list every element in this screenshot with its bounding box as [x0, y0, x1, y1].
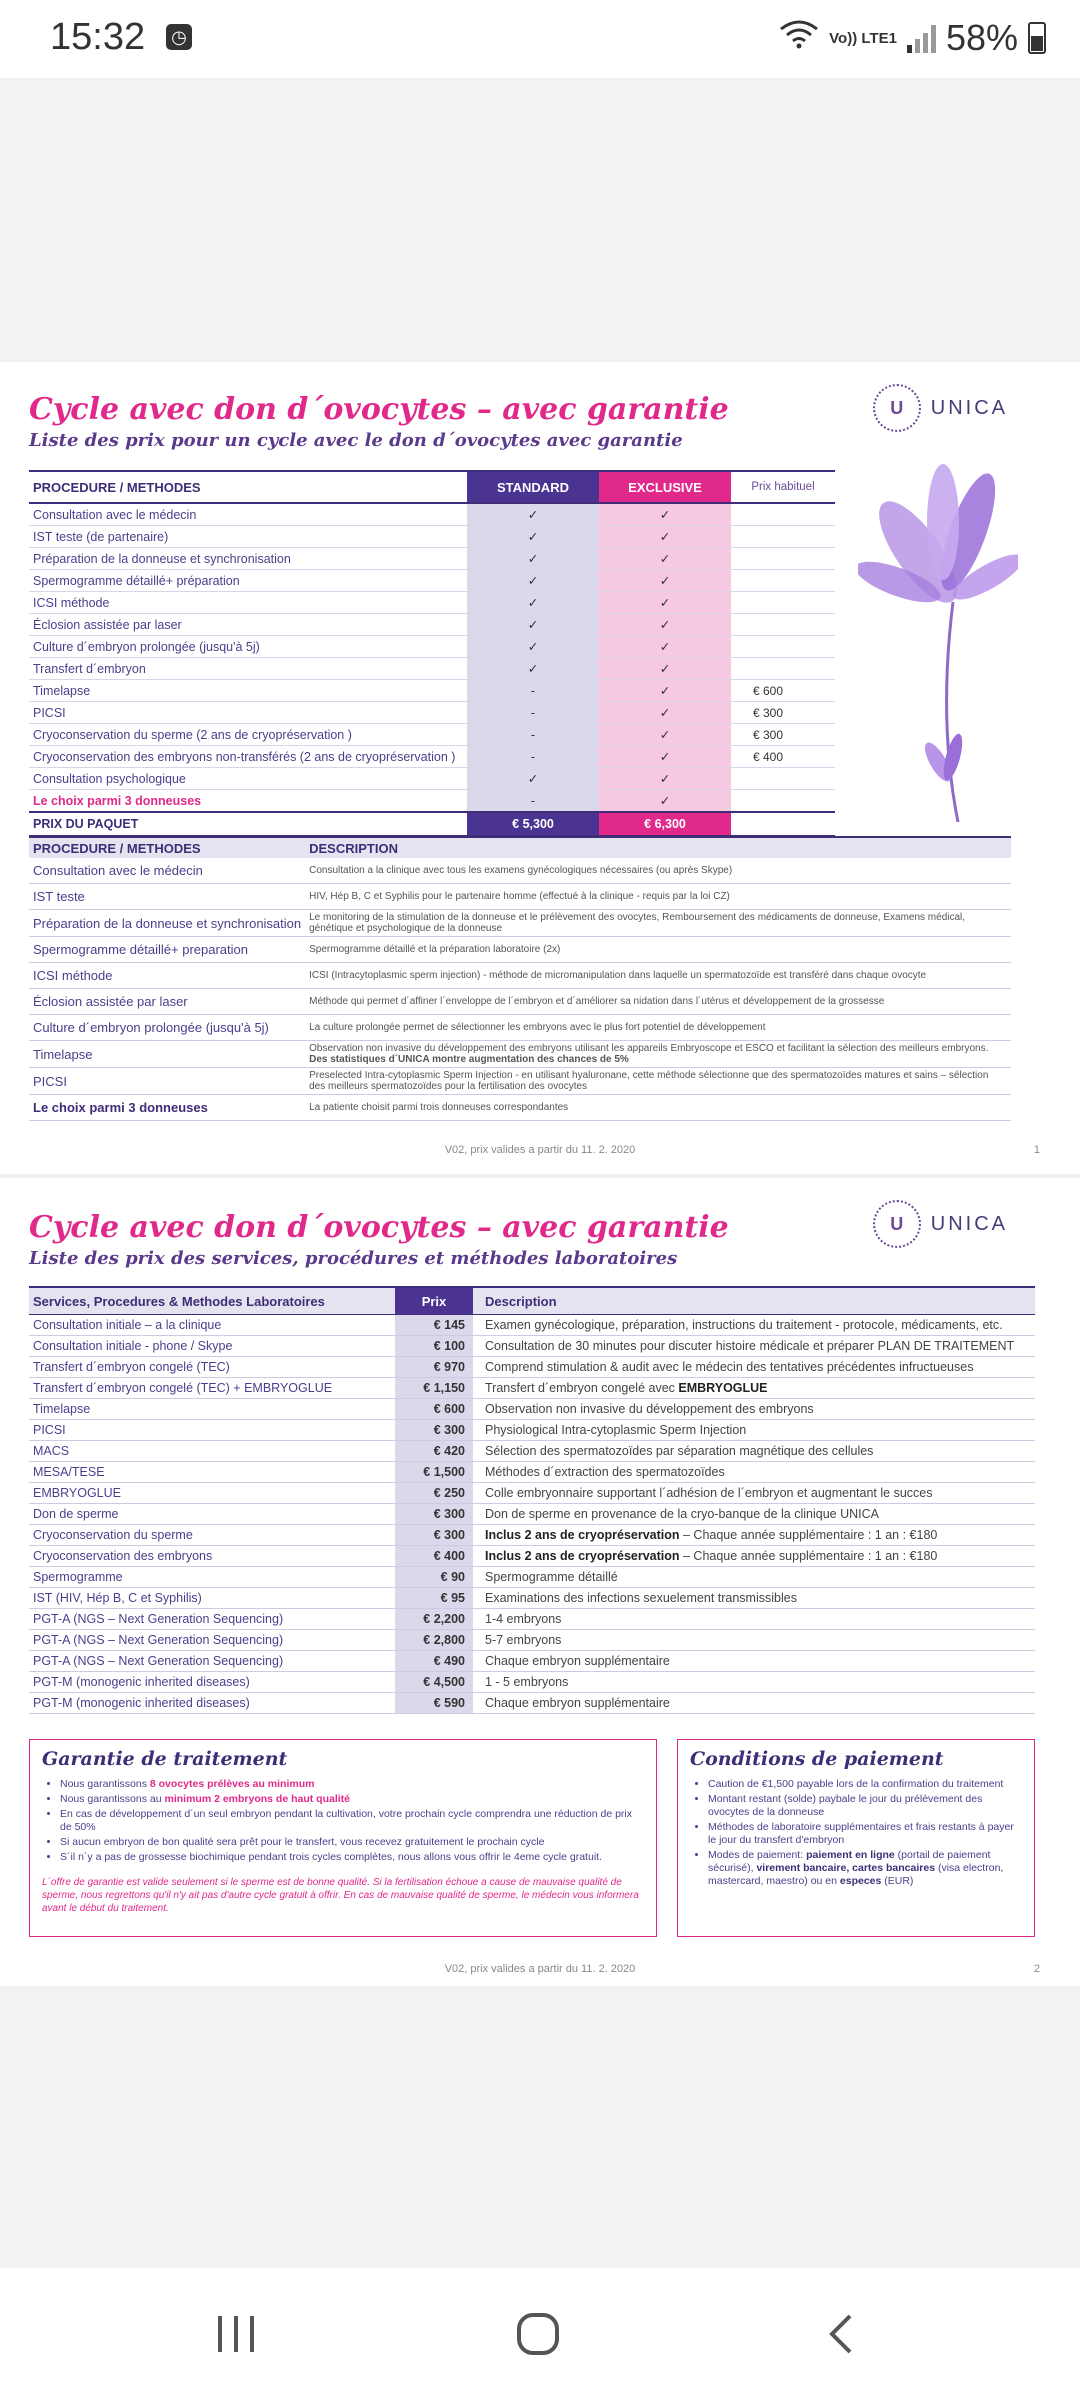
guarantee-item	[60, 1793, 644, 1806]
exclusive-cell: ✓	[599, 746, 731, 768]
table-row	[29, 1546, 1035, 1567]
table-row	[29, 1651, 1035, 1672]
description-highlight: EMBRYOGLUE	[678, 1381, 768, 1395]
standard-cell: -	[467, 746, 599, 768]
flower-illustration	[858, 462, 1018, 832]
document-page-1	[0, 362, 1080, 1174]
recent-apps-button[interactable]	[216, 2312, 256, 2367]
procedure-name: PICSI	[29, 702, 467, 724]
procedure-name: Spermogramme détaillé+ préparation	[29, 570, 467, 592]
service-description	[473, 1630, 1035, 1651]
table-row	[29, 1630, 1035, 1651]
procedure-name: Spermogramme détaillé+ preparation	[29, 937, 305, 963]
usual-price-cell	[731, 658, 835, 680]
procedure-name: Éclosion assistée par laser	[29, 989, 305, 1015]
standard-cell: ✓	[467, 768, 599, 790]
guarantee-note: L´offre de garantie est valide seulement si le sperme est de bonne qualité. Si la fertilisation échoue a cause de mauvaise qualité de sperme, nous regrettons qu'il n'y ait pas d'autre cycle gratuit à offrir. En cas de mauvaise qualité de sperme, le médecin vous informera avant le début du traitement.	[42, 1877, 639, 1914]
description-text: Observation non invasive du développement des embryons	[485, 1402, 814, 1416]
service-price: € 1,150	[395, 1378, 473, 1399]
description-highlight: Inclus 2 ans de cryopréservation	[485, 1528, 680, 1542]
page-title: Cycle avec don d´ovocytes – avec garantie	[29, 392, 729, 427]
table-row	[29, 702, 835, 724]
procedure-name: Cryoconservation des embryons non-transférés (2 ans de cryopréservation )	[29, 746, 467, 768]
procedure-description	[305, 884, 1011, 910]
standard-cell: ✓	[467, 658, 599, 680]
table-row	[29, 1567, 1035, 1588]
service-description	[473, 1567, 1035, 1588]
usual-price-cell	[731, 592, 835, 614]
table-row	[29, 1504, 1035, 1525]
description-text: – Chaque année supplémentaire : 1 an : €180	[679, 1549, 938, 1563]
procedure-name: Consultation avec le médecin	[29, 858, 305, 884]
exclusive-cell: ✓	[599, 526, 731, 548]
service-price: € 145	[395, 1315, 473, 1336]
table-row	[29, 680, 835, 702]
exclusive-cell: ✓	[599, 702, 731, 724]
service-description	[473, 1609, 1035, 1630]
procedure-description	[305, 937, 1011, 963]
col-header-procedure: PROCEDURE / METHODES	[29, 837, 305, 858]
payment-item	[708, 1778, 1022, 1791]
description-text: HIV, Hép B, C et Syphilis pour le partenaire homme (effectué à la clinique - requis par la loi CZ)	[309, 891, 730, 902]
guarantee-title: Garantie de traitement	[42, 1748, 288, 1770]
description-text: Consultation a la clinique avec tous les examens gynécologiques nécessaires (ou après Skype)	[309, 865, 733, 876]
exclusive-cell: ✓	[599, 658, 731, 680]
logo-text: UNICA	[930, 396, 1008, 419]
table-row	[29, 724, 835, 746]
description-text: Consultation de 30 minutes pour discuter histoire médicale et préparer PLAN DE TRAITEMENT	[485, 1339, 1015, 1353]
payment-method: virement bancaire, cartes bancaires	[756, 1862, 936, 1874]
table-row	[29, 790, 835, 813]
service-name: IST (HIV, Hép B, C et Syphilis)	[29, 1588, 395, 1609]
payment-text: Modes de paiement:	[708, 1849, 807, 1861]
service-description	[473, 1693, 1035, 1714]
service-name: MACS	[29, 1441, 395, 1462]
usual-price-cell	[731, 570, 835, 592]
usual-price-cell	[731, 768, 835, 790]
table-row	[29, 884, 1011, 910]
description-text: Le monitoring de la stimulation de la donneuse et le prélèvement des ovocytes, Remboursement des médicaments de donneuse, Examens médical, génétique et psychologique de la donneuse	[309, 912, 966, 934]
usual-price-cell: € 300	[731, 702, 835, 724]
page-title: Cycle avec don d´ovocytes – avec garantie	[29, 1210, 729, 1245]
standard-total: € 5,300	[467, 812, 599, 836]
alarm-icon: ◷	[166, 24, 192, 50]
procedure-name: Préparation de la donneuse et synchronisation	[29, 548, 467, 570]
guarantee-highlight: 8 ovocytes prélèves au minimum	[149, 1778, 315, 1790]
table-row	[29, 1441, 1035, 1462]
table-row	[29, 1315, 1035, 1336]
back-icon	[826, 2312, 856, 2356]
service-price: € 2,800	[395, 1630, 473, 1651]
description-text: Comprend stimulation & audit avec le médecin des tentatives précédentes infructueuses	[485, 1360, 974, 1374]
description-text: – Chaque année supplémentaire : 1 an : €180	[679, 1528, 938, 1542]
service-name: PGT-M (monogenic inherited diseases)	[29, 1672, 395, 1693]
exclusive-total: € 6,300	[599, 812, 731, 836]
unica-logo-icon: U	[873, 1200, 921, 1248]
table-row	[29, 937, 1011, 963]
logo-text: UNICA	[930, 1212, 1008, 1235]
guarantee-text: S´il n´y a pas de grossesse biochimique pendant trois cycles complètes, nous allons vous offrir le 4eme cycle gratuit.	[60, 1851, 602, 1863]
description-text: Examen gynécologique, préparation, instructions du traitement - protocole, médicaments, etc.	[485, 1318, 1003, 1332]
description-text: Transfert d´embryon congelé avec	[485, 1381, 679, 1395]
guarantee-item	[60, 1808, 644, 1834]
table-row	[29, 1041, 1011, 1068]
service-name: Spermogramme	[29, 1567, 395, 1588]
service-description	[473, 1546, 1035, 1567]
procedure-name: Le choix parmi 3 donneuses	[29, 1095, 305, 1121]
service-name: PGT-M (monogenic inherited diseases)	[29, 1693, 395, 1714]
exclusive-cell: ✓	[599, 548, 731, 570]
standard-cell: -	[467, 790, 599, 813]
table-row	[29, 570, 835, 592]
service-name: Don de sperme	[29, 1504, 395, 1525]
guarantee-item	[60, 1836, 644, 1849]
unica-logo	[873, 384, 1008, 432]
usual-price-cell	[731, 636, 835, 658]
service-name: MESA/TESE	[29, 1462, 395, 1483]
standard-cell: ✓	[467, 503, 599, 526]
page-subtitle: Liste des prix pour un cycle avec le don d´ovocytes avec garantie	[29, 430, 683, 451]
exclusive-cell: ✓	[599, 768, 731, 790]
payment-item	[708, 1849, 1022, 1888]
service-description	[473, 1420, 1035, 1441]
col-header-usual-price: Prix habituel	[731, 471, 835, 503]
service-description	[473, 1462, 1035, 1483]
col-header-description: Description	[473, 1287, 1035, 1315]
col-header-services: Services, Procedures & Methodes Laboratoires	[29, 1287, 395, 1315]
table-row	[29, 1357, 1035, 1378]
services-price-table	[29, 1286, 1035, 1714]
page-subtitle: Liste des prix des services, procédures et méthodes laboratoires	[29, 1248, 678, 1269]
total-row	[29, 812, 835, 836]
table-row	[29, 503, 835, 526]
usual-price-cell	[731, 790, 835, 813]
description-text: La culture prolongée permet de sélectionner les embryons avec le plus fort potentiel de développement	[309, 1022, 766, 1033]
procedure-description	[305, 1095, 1011, 1121]
service-price: € 2,200	[395, 1609, 473, 1630]
guarantee-item	[60, 1851, 644, 1864]
col-header-description: DESCRIPTION	[305, 837, 1011, 858]
payment-text: Méthodes de laboratoire supplémentaires et frais restants à payer le jour du transfert d'embryon	[708, 1821, 1014, 1846]
col-header-exclusive: EXCLUSIVE	[599, 471, 731, 503]
description-text: Chaque embryon supplémentaire	[485, 1654, 670, 1668]
service-description	[473, 1315, 1035, 1336]
table-row	[29, 614, 835, 636]
description-text: Sélection des spermatozoïdes par séparation magnétique des cellules	[485, 1444, 874, 1458]
guarantee-item	[60, 1778, 644, 1791]
service-price: € 420	[395, 1441, 473, 1462]
table-row	[29, 963, 1011, 989]
procedure-name: Consultation avec le médecin	[29, 503, 467, 526]
service-price: € 300	[395, 1525, 473, 1546]
table-row	[29, 1483, 1035, 1504]
col-header-prix: Prix	[395, 1287, 473, 1315]
page-number: 2	[1033, 1963, 1040, 1975]
unica-logo	[873, 1200, 1008, 1248]
table-row	[29, 1095, 1011, 1121]
signal-icon	[907, 23, 936, 53]
exclusive-cell: ✓	[599, 724, 731, 746]
procedure-name: Consultation psychologique	[29, 768, 467, 790]
service-name: Consultation initiale - phone / Skype	[29, 1336, 395, 1357]
table-row	[29, 858, 1011, 884]
service-description	[473, 1378, 1035, 1399]
payment-text: (visa electron, mastercard, maestro) ou en	[708, 1862, 1004, 1887]
procedure-name: Transfert d´embryon	[29, 658, 467, 680]
description-text: La patiente choisit parmi trois donneuses correspondantes	[309, 1102, 569, 1113]
description-text: Physiological Intra-cytoplasmic Sperm Injection	[485, 1423, 747, 1437]
usual-price-total	[731, 812, 835, 836]
procedure-name: ICSI méthode	[29, 592, 467, 614]
service-name: PICSI	[29, 1420, 395, 1441]
table-row	[29, 910, 1011, 937]
page-footer: V02, prix valides a partir du 11. 2. 2020	[444, 1144, 636, 1156]
service-name: Timelapse	[29, 1399, 395, 1420]
service-description	[473, 1399, 1035, 1420]
payment-item	[708, 1821, 1022, 1847]
table-row	[29, 1693, 1035, 1714]
exclusive-cell: ✓	[599, 790, 731, 813]
exclusive-cell: ✓	[599, 636, 731, 658]
package-price-table	[29, 470, 835, 837]
procedure-description-table	[29, 836, 1011, 1121]
table-row	[29, 526, 835, 548]
usual-price-cell	[731, 503, 835, 526]
service-description	[473, 1357, 1035, 1378]
procedure-description	[305, 989, 1011, 1015]
service-description	[473, 1336, 1035, 1357]
procedure-description	[305, 910, 1011, 937]
service-price: € 95	[395, 1588, 473, 1609]
description-text: Méthodes d´extraction des spermatozoïdes	[485, 1465, 725, 1479]
usual-price-cell	[731, 526, 835, 548]
procedure-name: Préparation de la donneuse et synchronisation	[29, 910, 305, 937]
service-name: EMBRYOGLUE	[29, 1483, 395, 1504]
procedure-name: Timelapse	[29, 680, 467, 702]
guarantee-text: Nous garantissons	[60, 1778, 150, 1790]
usual-price-cell	[731, 614, 835, 636]
exclusive-cell: ✓	[599, 503, 731, 526]
procedure-name: Cryoconservation du sperme (2 ans de cryopréservation )	[29, 724, 467, 746]
table-row	[29, 989, 1011, 1015]
service-price: € 100	[395, 1336, 473, 1357]
network-label: Vo)) LTE1	[829, 29, 897, 47]
table-row	[29, 1378, 1035, 1399]
page-footer: V02, prix valides a partir du 11. 2. 2020	[444, 1963, 636, 1975]
service-name: PGT-A (NGS – Next Generation Sequencing)	[29, 1651, 395, 1672]
procedure-name: Éclosion assistée par laser	[29, 614, 467, 636]
table-row	[29, 658, 835, 680]
col-header-procedure: PROCEDURE / METHODES	[29, 471, 467, 503]
payment-text: (EUR)	[881, 1875, 914, 1887]
service-price: € 590	[395, 1693, 473, 1714]
procedure-name: IST teste	[29, 884, 305, 910]
procedure-description	[305, 963, 1011, 989]
navigation-bar	[0, 2268, 1080, 2400]
service-price: € 250	[395, 1483, 473, 1504]
description-text: 1 - 5 embryons	[485, 1675, 569, 1689]
procedure-description	[305, 1068, 1011, 1095]
procedure-description	[305, 1015, 1011, 1041]
table-row	[29, 1336, 1035, 1357]
standard-cell: ✓	[467, 614, 599, 636]
description-text: Chaque embryon supplémentaire	[485, 1696, 670, 1710]
payment-text: (portail de paiement sécurisé),	[708, 1849, 991, 1874]
payment-text: Caution de €1,500 payable lors de la confirmation du traitement	[708, 1778, 1004, 1790]
recent-apps-icon	[216, 2312, 256, 2356]
battery-percent: 58%	[945, 17, 1018, 58]
exclusive-cell: ✓	[599, 680, 731, 702]
service-price: € 300	[395, 1420, 473, 1441]
service-name: Transfert d´embryon congelé (TEC)	[29, 1357, 395, 1378]
description-highlight: Des statistiques d´UNICA montre augmentation des chances de 5%	[309, 1054, 629, 1065]
page-number: 1	[1033, 1144, 1040, 1156]
back-button[interactable]	[826, 2312, 856, 2367]
service-price: € 490	[395, 1651, 473, 1672]
service-price: € 1,500	[395, 1462, 473, 1483]
service-name: Cryoconservation du sperme	[29, 1525, 395, 1546]
battery-icon	[1028, 22, 1046, 54]
exclusive-cell: ✓	[599, 570, 731, 592]
home-icon	[516, 2312, 560, 2356]
payment-conditions-box	[677, 1739, 1035, 1937]
service-name: Cryoconservation des embryons	[29, 1546, 395, 1567]
unica-logo-icon: U	[873, 384, 921, 432]
standard-cell: ✓	[467, 526, 599, 548]
service-name: Consultation initiale – a la clinique	[29, 1315, 395, 1336]
standard-cell: -	[467, 680, 599, 702]
standard-cell: ✓	[467, 592, 599, 614]
procedure-description	[305, 1041, 1011, 1068]
usual-price-cell: € 400	[731, 746, 835, 768]
service-price: € 300	[395, 1504, 473, 1525]
description-text: 1-4 embryons	[485, 1612, 562, 1626]
guarantee-text: Nous garantissons au	[60, 1793, 165, 1805]
table-row	[29, 1399, 1035, 1420]
service-price: € 4,500	[395, 1672, 473, 1693]
procedure-name: PICSI	[29, 1068, 305, 1095]
table-row	[29, 1068, 1011, 1095]
table-row	[29, 1525, 1035, 1546]
table-row	[29, 1015, 1011, 1041]
usual-price-cell: € 600	[731, 680, 835, 702]
service-description	[473, 1651, 1035, 1672]
col-header-standard: STANDARD	[467, 471, 599, 503]
document-page-2	[0, 1178, 1080, 1986]
service-price: € 600	[395, 1399, 473, 1420]
standard-cell: ✓	[467, 570, 599, 592]
description-highlight: Inclus 2 ans de cryopréservation	[485, 1549, 680, 1563]
description-text: Observation non invasive du développement des embryons utilisant les appareils Embryoscope et ESCO et facilitant la sélection des meilleurs embryons.	[309, 1043, 989, 1054]
table-row	[29, 1420, 1035, 1441]
status-bar	[0, 0, 1080, 78]
table-row	[29, 636, 835, 658]
table-row	[29, 1588, 1035, 1609]
procedure-name: Timelapse	[29, 1041, 305, 1068]
table-row	[29, 592, 835, 614]
service-name: PGT-A (NGS – Next Generation Sequencing)	[29, 1630, 395, 1651]
service-name: Transfert d´embryon congelé (TEC) + EMBRYOGLUE	[29, 1378, 395, 1399]
table-row	[29, 1609, 1035, 1630]
description-text: ICSI (Intracytoplasmic sperm injection) - méthode de micromanipulation dans laquelle un spermatozoïde est transféré dans chaque ovocyte	[309, 970, 927, 981]
usual-price-cell	[731, 548, 835, 570]
procedure-name: IST teste (de partenaire)	[29, 526, 467, 548]
table-row	[29, 1462, 1035, 1483]
table-row	[29, 1672, 1035, 1693]
guarantee-text: En cas de développement d´un seul embryon pendant la cultivation, votre prochain cycle comprendra une réduction de prix de 50%	[60, 1808, 633, 1833]
standard-cell: -	[467, 724, 599, 746]
service-price: € 90	[395, 1567, 473, 1588]
standard-cell: ✓	[467, 636, 599, 658]
procedure-description	[305, 858, 1011, 884]
table-row	[29, 746, 835, 768]
table-row	[29, 548, 835, 570]
home-button[interactable]	[516, 2312, 560, 2367]
table-row	[29, 768, 835, 790]
usual-price-cell: € 300	[731, 724, 835, 746]
exclusive-cell: ✓	[599, 614, 731, 636]
procedure-name: Le choix parmi 3 donneuses	[29, 790, 467, 813]
status-time: 15:32	[50, 16, 146, 58]
description-text: Colle embryonnaire supportant l´adhésion de l´embryon et augmentant le succes	[485, 1486, 933, 1500]
description-text: 5-7 embryons	[485, 1633, 562, 1647]
payment-method: paiement en ligne	[806, 1849, 895, 1861]
guarantee-text: Si aucun embryon de bon qualité sera prêt pour le transfert, vous recevez gratuitement le prochain cycle	[60, 1836, 545, 1848]
procedure-name: ICSI méthode	[29, 963, 305, 989]
wifi-icon	[779, 19, 819, 57]
service-description	[473, 1483, 1035, 1504]
service-description	[473, 1504, 1035, 1525]
description-text: Méthode qui permet d´affiner l´enveloppe de l´embryon et d´améliorer sa nidation dans l´utérus et développement de la grossesse	[309, 996, 885, 1007]
description-text: Spermogramme détaillé	[485, 1570, 618, 1584]
payment-method: especes	[839, 1875, 882, 1887]
guarantee-highlight: minimum 2 embryons de haut qualité	[164, 1793, 351, 1805]
procedure-name: Culture d´embryon prolongée (jusqu'à 5j)	[29, 636, 467, 658]
payment-title: Conditions de paiement	[690, 1748, 944, 1770]
standard-cell: ✓	[467, 548, 599, 570]
service-description	[473, 1672, 1035, 1693]
description-text: Don de sperme en provenance de la cryo-banque de la clinique UNICA	[485, 1507, 879, 1521]
total-label: PRIX DU PAQUET	[29, 812, 467, 836]
service-price: € 970	[395, 1357, 473, 1378]
description-text: Examinations des infections sexuelement transmissibles	[485, 1591, 797, 1605]
exclusive-cell: ✓	[599, 592, 731, 614]
description-text: Preselected Intra-cytoplasmic Sperm Injection - en utilisant hyaluronane, cette méthode sélectionne que des spermatozoïdes matures et sains – sélection des meilleurs spermatozoïdes pour la fertilisation des ovocytes	[309, 1070, 989, 1092]
guarantee-box	[29, 1739, 657, 1937]
service-description	[473, 1525, 1035, 1546]
payment-item	[708, 1793, 1022, 1819]
service-name: PGT-A (NGS – Next Generation Sequencing)	[29, 1609, 395, 1630]
standard-cell: -	[467, 702, 599, 724]
description-text: Spermogramme détaillé et la préparation laboratoire (2x)	[309, 944, 561, 955]
payment-text: Montant restant (solde) paybale le jour du prélèvement des ovocytes de la donneuse	[708, 1793, 983, 1818]
service-description	[473, 1588, 1035, 1609]
service-description	[473, 1441, 1035, 1462]
service-price: € 400	[395, 1546, 473, 1567]
procedure-name: Culture d´embryon prolongée (jusqu'à 5j)	[29, 1015, 305, 1041]
